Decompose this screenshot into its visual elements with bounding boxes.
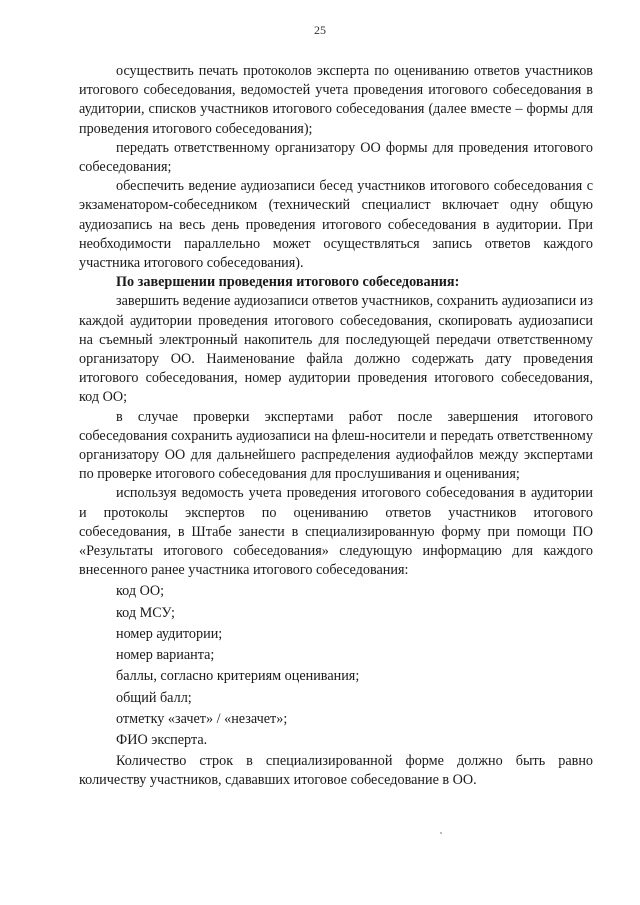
paragraph-enter-results: используя ведомость учета проведения итогового собеседования в аудитории и протоколы экспертов по оцениванию ответов участников итогового собеседования, в Штабе занести в специализированную форму при помощи ПО «Результаты итогового собеседования» следующую информацию для каждого внесенного ранее участника итогового собеседования:	[79, 485, 593, 579]
list-item-criteria-scores: баллы, согласно критериям оценивания;	[116, 668, 360, 685]
paragraph-finish-recording: завершить ведение аудиозаписи ответов участников, сохранить аудиозаписи из каждой аудитории проведения итогового собеседования, скопировать аудиозаписи на съемный электронный накопитель для последующей передачи ответственному организатору ОО. Наименование файла должно содержать дату проведения итогового собеседования, номер аудитории проведения итогового собеседования, код ОО;	[79, 293, 593, 406]
scan-speck	[440, 832, 442, 834]
paragraph-transfer-forms: передать ответственному организатору ОО формы для проведения итогового собеседования;	[79, 139, 593, 176]
list-item-expert-name: ФИО эксперта.	[116, 731, 208, 748]
list-item-total-score: общий балл;	[116, 689, 192, 706]
paragraph-print-forms: осуществить печать протоколов эксперта по оцениванию ответов участников итогового собеседования, ведомостей учета проведения итогового собеседования в аудитории, списков участников итогового собеседования (далее вместе – формы для проведения итогового собеседования);	[79, 63, 593, 137]
page-number: 25	[314, 23, 326, 37]
list-item-variant-number: номер варианта;	[116, 647, 215, 664]
paragraph-row-count: Количество строк в специализированной форме должно быть равно количеству участников, сдававших итоговое собеседование в ОО.	[79, 753, 593, 789]
paragraph-expert-check: в случае проверки экспертами работ после завершения итогового собеседования сохранить аудиозаписи на флеш-носители и передать ответственному организатору ОО для дальнейшего распределения аудиофайлов между экспертами по проверке итогового собеседования для прослушивания и оценивания;	[79, 408, 593, 483]
list-item-room-number: номер аудитории;	[116, 625, 223, 642]
list-item-msu-code: код МСУ;	[116, 604, 175, 621]
paragraph-audio-recording: обеспечить ведение аудиозаписи бесед участников итогового собеседования с экзаменатором-собеседником (технический специалист включает одну общую аудиозапись на весь день проведения итогового собеседования в аудитории. При необходимости параллельно может осуществляться запись ответов каждого участника итогового собеседования).	[79, 178, 593, 272]
list-item-pass-mark: отметку «зачет» / «незачет»;	[116, 710, 288, 727]
section-heading: По завершении проведения итогового собеседования:	[116, 274, 460, 291]
list-item-oo-code: код ОО;	[116, 583, 165, 600]
document-body	[79, 62, 593, 791]
